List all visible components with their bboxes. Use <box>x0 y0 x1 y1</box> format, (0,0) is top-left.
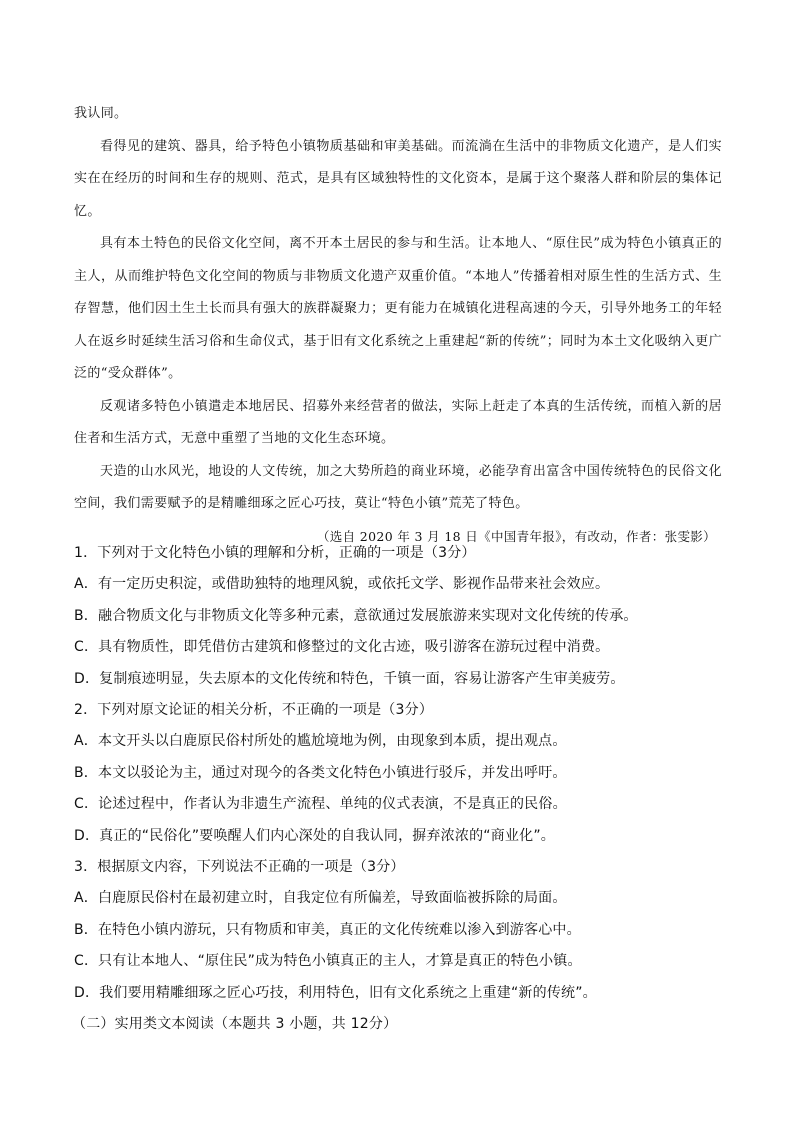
question-1-option-d: D．复制痕迹明显，失去原本的文化传统和特色，千镇一面，容易让游客产生审美疲劳。 <box>74 670 625 687</box>
question-1-stem: 1．下列对于文化特色小镇的理解和分析，正确的一项是（3分） <box>74 545 476 561</box>
passage-paragraph: 看得见的建筑、器具，给予特色小镇物质基础和审美基础。而流淌在生活中的非物质文化遗产，是人们实实在在经历的时间和生存的规则、范式，是具有区域独特性的文化资本，是属于这个聚落人群和阶层的集体记忆。 <box>74 138 722 219</box>
section-heading: （二）实用类文本阅读（本题共 3 小题，共 12分） <box>72 1016 398 1033</box>
question-2-option-b: B．本文以驳论为主，通过对现今的各类文化特色小镇进行驳斥，并发出呼吁。 <box>74 764 567 781</box>
question-3-option-c: C．只有让本地人、“原住民”成为特色小镇真正的主人，才算是真正的特色小镇。 <box>74 953 582 970</box>
question-1-option-a: A．有一定历史积淀，或借助独特的地理风貌，或依托文学、影视作品带来社会效应。 <box>74 576 610 593</box>
question-3-stem: 3．根据原文内容，下列说法不正确的一项是（3分） <box>74 859 405 876</box>
question-3-option-a: A．白鹿原民俗村在最初建立时，自我定位有所偏差，导致面临被拆除的局面。 <box>74 890 567 907</box>
question-2-option-a: A．本文开头以白鹿原民俗村所处的尴尬境地为例，由现象到本质，提出观点。 <box>74 733 567 750</box>
question-3-option-b: B．在特色小镇内游玩，只有物质和审美，真正的文化传统难以渗入到游客心中。 <box>74 921 581 938</box>
question-2-option-c: C．论述过程中，作者认为非遗生产流程、单纯的仪式表演，不是真正的民俗。 <box>74 796 567 813</box>
passage-continuation: 我认同。 <box>74 106 128 121</box>
question-2-stem: 2．下列对原文论证的相关分析，不正确的一项是（3分） <box>74 702 434 719</box>
passage-source: （选自 2020 年 3 月 18 日《中国青年报》，有改动，作者：张雯影） <box>316 528 716 544</box>
question-2-option-d: D．真正的“民俗化”要唤醒人们内心深处的自我认同，摒弃浓浓的“商业化”。 <box>74 827 555 844</box>
question-list <box>74 538 724 1041</box>
passage-paragraph: 天造的山水风光，地设的人文传统，加之大势所趋的商业环境，必能孕育出富含中国传统特色的民俗文化空间，我们需要赋予的是精雕细琢之匠心巧技，莫让“特色小镇”荒芜了特色。 <box>74 463 722 511</box>
reading-passage <box>74 98 722 553</box>
question-3-option-d: D．我们要用精雕细琢之匠心巧技，利用特色，旧有文化系统之上重建“新的传统”。 <box>74 984 597 1001</box>
question-1-option-c: C．具有物质性，即凭借仿古建筑和修整过的文化古迹，吸引游客在游玩过程中消费。 <box>74 639 610 656</box>
passage-paragraph: 反观诸多特色小镇遣走本地居民、招募外来经营者的做法，实际上赶走了本真的生活传统，而植入新的居住者和生活方式，无意中重塑了当地的文化生态环境。 <box>74 398 722 446</box>
question-1-option-b: B．融合物质文化与非物质文化等多种元素，意欲通过发展旅游来实现对文化传统的传承。 <box>74 607 638 624</box>
passage-paragraph: 具有本土特色的民俗文化空间，离不开本土居民的参与和生活。让本地人、“原住民”成为特色小镇真正的主人，从而维护特色文化空间的物质与非物质文化遗产双重价值。“本地人”传播着相对原生性的生活方式、生存智慧，他们因土生土长而具有强大的族群凝聚力；更有能力在城镇化进程高速的今天，引导外地务工的年轻人在返乡时延续生活习俗和生命仪式，基于旧有文化系统之上重建起“新的传统”；同时为本土文化吸纳入更广泛的“受众群体”。 <box>74 236 722 381</box>
